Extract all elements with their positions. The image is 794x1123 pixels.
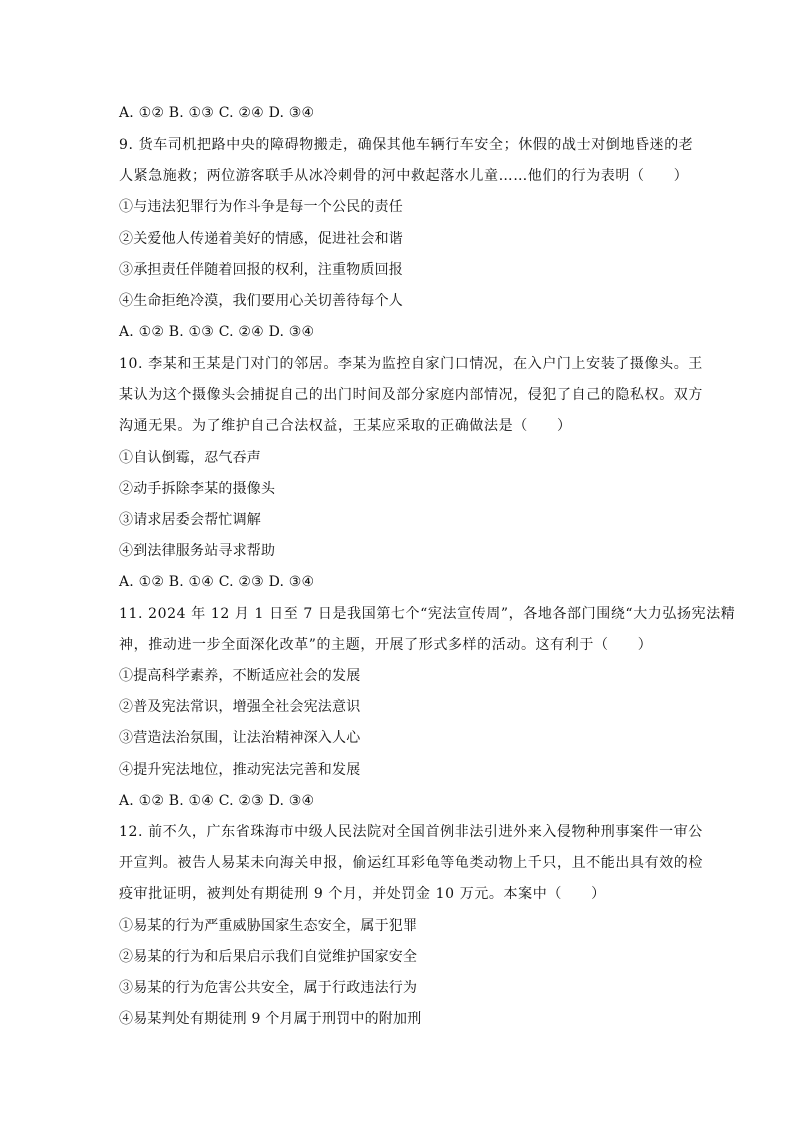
q10-option-2: ②动手拆除李某的摄像头 xyxy=(119,481,276,497)
q12-option-3: ③易某的行为危害公共安全，属于行政违法行为 xyxy=(119,980,418,996)
q12-stem-line-3: 疫审批证明，被判处有期徒刑 9 个月，并处罚金 10 万元。本案中（ ） xyxy=(119,886,606,902)
q11-option-2: ②普及宪法常识，增强全社会宪法意识 xyxy=(119,699,361,715)
q9-option-3: ③承担责任伴随着回报的权利，注重物质回报 xyxy=(119,262,403,278)
q9-stem-line-2: 人紧急施救；两位游客联手从冰冷刺骨的河中救起落水儿童……他们的行为表明（ ） xyxy=(119,168,689,184)
q11-stem-line-2: 神，推动进一步全面深化改革”的主题，开展了形式多样的活动。这有利于（ ） xyxy=(119,637,653,653)
q11-stem-line-1: 11. 2024 年 12 月 1 日至 7 日是我国第七个“宪法宣传周”，各地各部门围绕“大力弘扬宪法精 xyxy=(119,606,736,622)
q12-option-1: ①易某的行为严重威胁国家生态安全，属于犯罪 xyxy=(119,918,418,934)
q12-option-2: ②易某的行为和后果启示我们自觉维护国家安全 xyxy=(119,949,418,965)
q10-option-3: ③请求居委会帮忙调解 xyxy=(119,512,261,528)
q10-stem-line-2: 某认为这个摄像头会捕捉自己的出门时间及部分家庭内部情况，侵犯了自己的隐私权。双方 xyxy=(119,387,703,403)
q11-option-3: ③营造法治氛围，让法治精神深入人心 xyxy=(119,730,361,746)
q10-option-1: ①自认倒霉，忍气吞声 xyxy=(119,450,261,466)
q9-option-1: ①与违法犯罪行为作斗争是每一个公民的责任 xyxy=(119,199,403,215)
q11-answer-choices: A. ①② B. ①④ C. ②③ D. ③④ xyxy=(119,793,315,809)
q12-option-4: ④易某判处有期徒刑 9 个月属于刑罚中的附加刑 xyxy=(119,1011,422,1027)
q9-answer-choices: A. ①② B. ①③ C. ②④ D. ③④ xyxy=(119,324,315,340)
q10-option-4: ④到法律服务站寻求帮助 xyxy=(119,543,276,559)
q8-answer-choices: A. ①② B. ①③ C. ②④ D. ③④ xyxy=(119,105,315,121)
q12-stem-line-2: 开宣判。被告人易某未向海关申报，偷运红耳彩龟等龟类动物上千只，且不能出具有效的检 xyxy=(119,855,703,871)
q11-option-4: ④提升宪法地位，推动宪法完善和发展 xyxy=(119,762,361,778)
q10-answer-choices: A. ①② B. ①④ C. ②③ D. ③④ xyxy=(119,574,315,590)
q9-option-2: ②关爱他人传递着美好的情感，促进社会和谐 xyxy=(119,231,403,247)
q11-option-1: ①提高科学素养，不断适应社会的发展 xyxy=(119,668,361,684)
q9-option-4: ④生命拒绝冷漠，我们要用心关切善待每个人 xyxy=(119,293,403,309)
q12-stem-line-1: 12. 前不久，广东省珠海市中级人民法院对全国首例非法引进外来入侵物种刑事案件一审公 xyxy=(119,824,703,840)
q10-stem-line-1: 10. 李某和王某是门对门的邻居。李某为监控自家门口情况，在入户门上安装了摄像头。王 xyxy=(119,356,703,372)
q9-stem-line-1: 9. 货车司机把路中央的障碍物搬走，确保其他车辆行车安全；休假的战士对倒地昏迷的老 xyxy=(119,137,694,153)
q10-stem-line-3: 沟通无果。为了维护自己合法权益，王某应采取的正确做法是（ ） xyxy=(119,418,572,434)
